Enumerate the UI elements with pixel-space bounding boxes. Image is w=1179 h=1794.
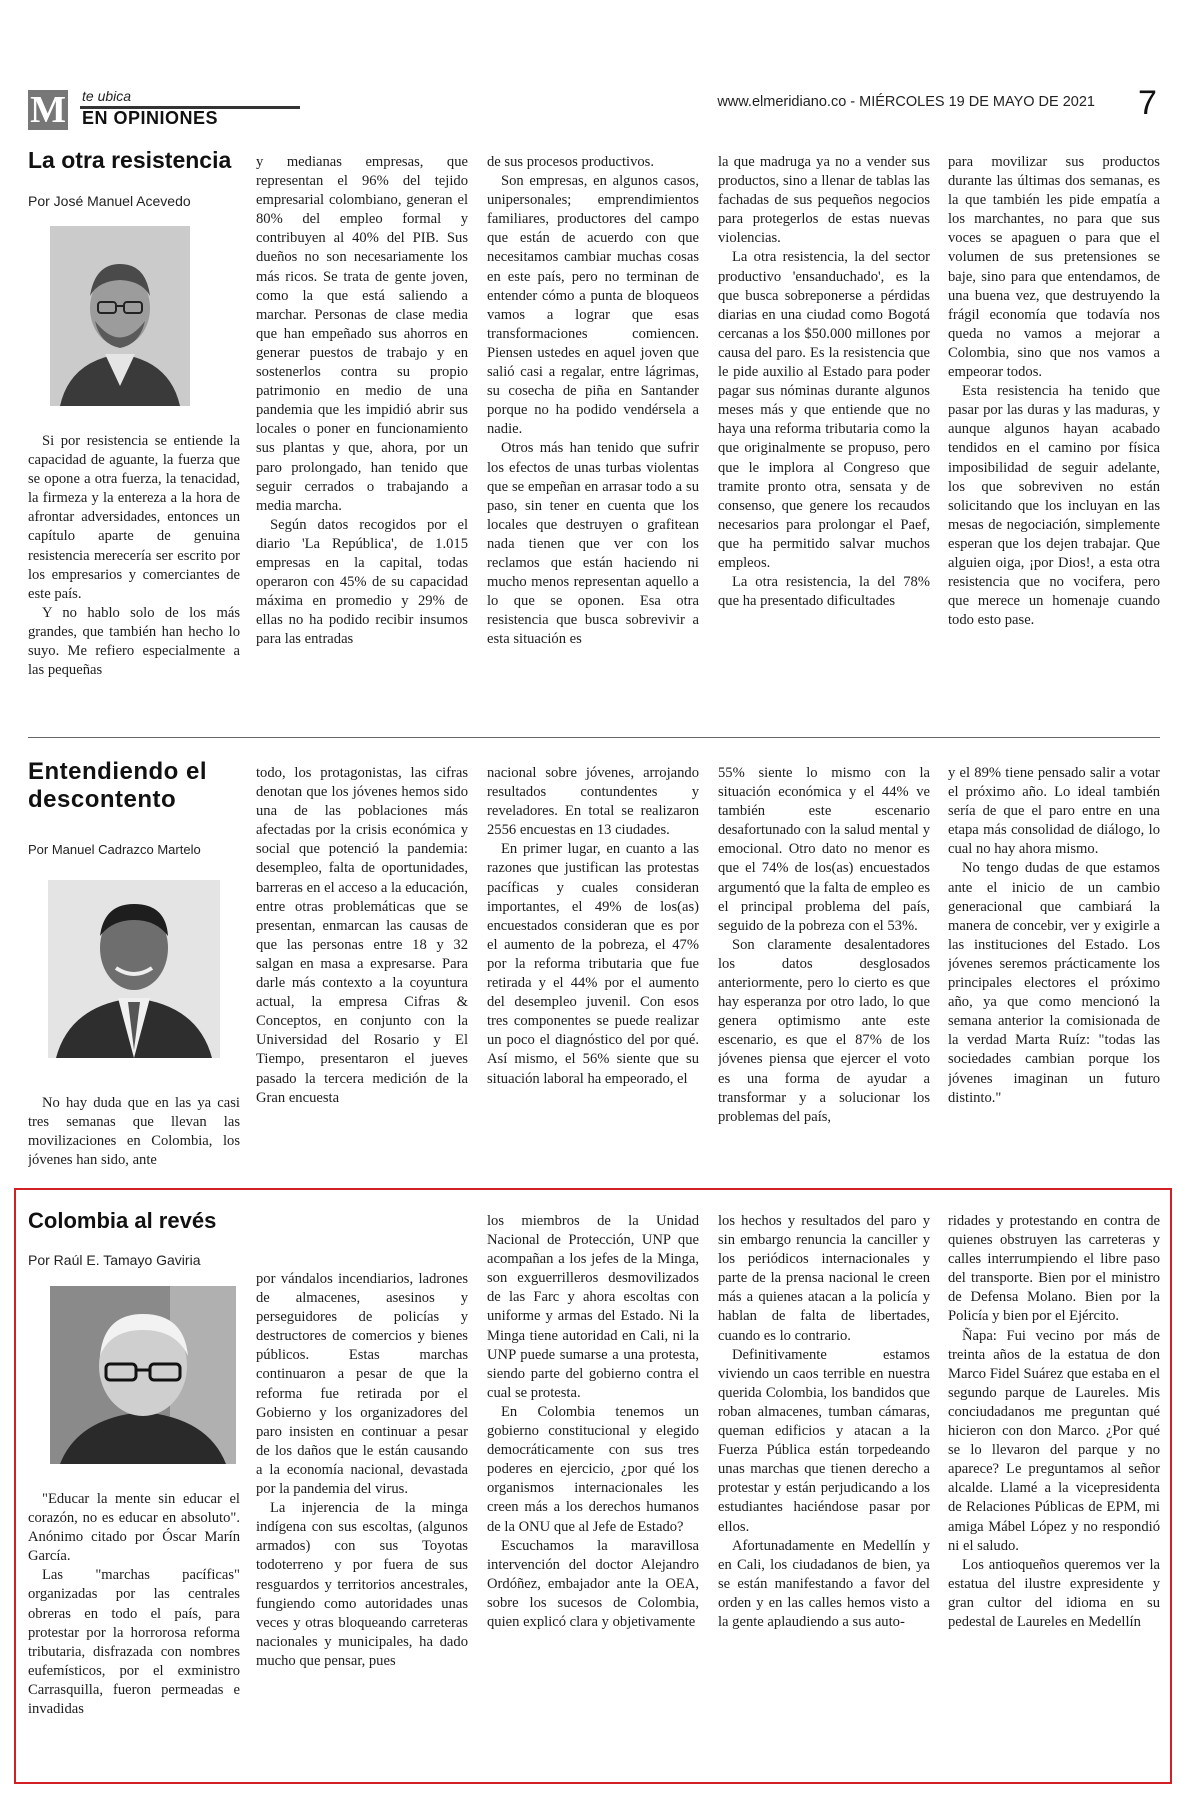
- article-column: todo, los protagonistas, las cifras denotan que los jóvenes hemos sido una de las poblaciones más afectadas por la crisis económica y social que potenció la pandemia: desempleo, falta de oportunidades, barreras en el acceso a la educación, entre otras problemáticas que se presentan, enmarcan las causas de que las personas entre 18 y 32 salgan en masa a expresarse. Para darle más contexto a la coyuntura actual, la empresa Cifras & Conceptos, en conjunto con la Universidad del Rosario y El Tiempo, presentaron el jueves pasado la tercera medición de la Gran encuesta: [256, 765, 468, 1106]
- article-column: ridades y protestando en contra de quienes obstruyen las carreteras y calles interrumpiendo el libre paso del transporte. Bien por el ministro de Defensa Molano. Bien por la Policía y bien por el Ejército. Ñapa: Fui vecino por más de treinta años de la estatua de don Marco Fidel Suárez que estaba en el segundo parque de Laureles. Mis conciudadanos me preguntan qué hicieron con don Marco. ¿Por qué se lo llevaron del parque y no aparece? Le preguntamos al señor alcalde. Llamé a la vicepresidenta de Relaciones Públicas de EPM, mi amiga Mábel López y no respondió ni el saludo. Los antioqueños queremos ver la estatua del ilustre expresidente y gran cultor del idioma en su pedestal de Laureles en Medellín: [948, 1213, 1160, 1630]
- article-column: de sus procesos productivos. Son empresas, en algunos casos, unipersonales; emprendimientos familiares, productores del campo que están de acuerdo con que necesitamos cambiar muchas cosas en este país, pero no terminan de entender cómo a punta de bloqueos vamos a lograr que esas transformaciones comiencen. Piensen ustedes en aquel joven que salió casi a regalar, entre lágrimas, su cosecha de piña en Santander porque no ha podido vendérsela a nadie. Otros más han tenido que sufrir los efectos de unas turbas violentas que se empeñan en arrasar todo a su paso, sin tener en cuenta que los locales que destruyen o grafitean nada tienen que ver con los reclamos que están haciendo ni mucho menos representan aquello a lo que se oponen. Esa otra resistencia que busca sobrevivir a esta situación es: [487, 154, 699, 648]
- article-column: los miembros de la Unidad Nacional de Protección, UNP que acompañan a los jefes de la Minga, son exguerrilleros desmovilizados de las Farc y ahora escoltas con uniforme y armas del Estado. Ni la Minga tiene autoridad en Cali, ni la UNP puede sumarse a una protesta, siendo parte del gobierno contra el cual se protesta. En Colombia tenemos un gobierno constitucional y elegido democráticamente con sus tres poderes en ejercicio, ¿por qué los organismos internacionales les creen más a los derechos humanos de la ONU que al Jefe de Estado? Escuchamos la maravillosa intervención del doctor Alejandro Ordóñez, embajador ante la OEA, sobre los sucesos de Colombia, quien explicó clara y objetivamente: [487, 1213, 699, 1630]
- article-column: "Educar la mente sin educar el corazón, no es educar en absoluto". Anónimo citado por Óscar Marín García. Las "marchas pacíficas" organizadas por las centrales obreras en todo el país, para protestar por la horrorosa reforma tributaria, disfrazada con nombres eufemísticos, por el exministro Carrasquilla, fueron permeadas e invadidas: [28, 1491, 240, 1718]
- article-byline: Por Raúl E. Tamayo Gaviria: [28, 1252, 201, 1268]
- portrait-icon: [48, 880, 220, 1058]
- author-photo: [50, 226, 190, 406]
- section-name: EN OPINIONES: [82, 108, 219, 128]
- article-column: No hay duda que en las ya casi tres semanas que llevan las movilizaciones en Colombia, los jóvenes han sido, ante: [28, 1095, 240, 1169]
- article-title: Entendiendo el descontento: [28, 758, 208, 813]
- article-title: La otra resistencia: [28, 147, 232, 173]
- author-photo: [48, 880, 220, 1058]
- article-title: Colombia al revés: [28, 1208, 217, 1233]
- author-photo: [50, 1286, 236, 1464]
- section-divider: [28, 737, 1160, 738]
- article-column: nacional sobre jóvenes, arrojando resultados contundentes y reveladores. En total se realizaron 2556 encuestas en 13 ciudades. En primer lugar, en cuanto a las razones que justifican las protestas pacíficas y cuales consideran importantes, el 49% de los(as) encuestados consideran que es por el aumento de la pobreza, el 47% por la reforma tributaria que fue retirada y el 44% por el aumento del desempleo juvenil. Con esos tres componentes se puede realizar un poco el diagnóstico del por qué. Así mismo, el 56% siente que su situación laboral ha empeorado, el: [487, 765, 699, 1087]
- article-column: para movilizar sus productos durante las últimas dos semanas, es la que también les pide empatía a los marchantes, no para que sus voces se apaguen o para que el volumen de sus pretensiones se baje, sino para que entendamos, de una buena vez, que destruyendo la frágil economía que todavía nos queda no vamos a mejorar a Colombia, sino que nos vamos a empeorar todos. Esta resistencia ha tenido que pasar por las duras y las maduras, y aunque algunos hayan acabado tendidos en el camino por física imposibilidad de seguir adelante, los que sobreviven no están solicitando que los incluyan en las mesas de negociación, simplemente esperan que los dejen trabajar. Que alguien oiga, ¡por Dios!, a esta otra resistencia que no vocifera, pero que merece un homenaje cuando todo esto pase.: [948, 154, 1160, 629]
- newspaper-logo: M: [28, 90, 68, 130]
- article-column: los hechos y resultados del paro y sin embargo renuncia la canciller y los periódicos internacionales y parte de la prensa nacional le creen más a quienes atacan a la policía y hablan de falta de libertades, cuando es lo contrario. Definitivamente estamos viviendo un caos terrible en nuestra querida Colombia, los bandidos que roban almacenes, tumban cámaras, queman edificios y atacan a la Fuerza Pública están torpedeando unas marchas que tienen derecho a protestar y están perjudicando a los estudiantes haciéndose pasar por ellos. Afortunadamente en Medellín y en Cali, los ciudadanos de bien, ya se están manifestando a favor del orden y en las calles hemos visto a la gente aplaudiendo a sus auto-: [718, 1213, 930, 1630]
- portrait-icon: [50, 1286, 236, 1464]
- site-and-date: www.elmeridiano.co - MIÉRCOLES 19 DE MAYO DE 2021: [717, 94, 1095, 110]
- article-column: 55% siente lo mismo con la situación económica y el 44% ve también este escenario desafortunado con la salud mental y emocional. Otro dato no menor es que el 74% de los(as) encuestados argumentó que la falta de empleo es el principal problema del país, seguido de la pobreza con el 53%. Son claramente desalentadores los datos desglosados anteriormente, pero lo cierto es que hay esperanza por otro lado, lo que genera optimismo ante este escenario, es que el 87% de los jóvenes piensa que ejercer el voto es una forma de ayudar a transformar y a solucionar los problemas del país,: [718, 765, 930, 1125]
- brand-tagline: te ubica: [82, 88, 132, 104]
- portrait-icon: [50, 226, 190, 406]
- page-number: 7: [1138, 84, 1157, 122]
- article-column: por vándalos incendiarios, ladrones de almacenes, asesinos y perseguidores de policías y destructores de comercios y bienes públicos. Estas marchas continuaron a pesar de que la reforma fue retirada por el Gobierno y los organizadores del paro insisten en continuar a pesar de los daños que le están causando a la economía nacional, devastada por la pandemia del virus. La injerencia de la minga indígena con sus escoltas, (algunos armados) con sus Toyotas todoterreno y por fuera de sus resguardos y territorios ancestrales, fungiendo como autoridades unas veces y otras bloqueando carreteras nacionales y municipales, ha dado mucho que pensar, pues: [256, 1271, 468, 1669]
- article-column: y el 89% tiene pensado salir a votar el próximo año. Lo ideal también sería de que el paro entre en una etapa más consolidad de diálogo, lo cual no hay ahora mismo. No tengo dudas de que estamos ante el inicio de un cambio generacional que cambiará la manera de concebir, ver y exigirle a las instituciones del Estado. Los jóvenes seremos prácticamente los principales electores el próximo año, ya que como mencionó la semana anterior la comisionada de la verdad Marta Ruíz: "todas las sociedades cambian porque los jóvenes imaginan un futuro distinto.": [948, 765, 1160, 1106]
- article-byline: Por José Manuel Acevedo: [28, 193, 191, 209]
- article-byline: Por Manuel Cadrazco Martelo: [28, 842, 201, 857]
- article-column: la que madruga ya no a vender sus productos, sino a llenar de tablas las fachadas de sus pequeños negocios para protegerlos de estas nuevas violencias. La otra resistencia, la del sector productivo 'ensanduchado', es la que busca sobreponerse a pérdidas diarias en una ciudad como Bogotá cercanas a los $50.000 millones por causa del paro. Es la resistencia que le pide auxilio al Estado para poder pagar sus nóminas durante algunos meses más y que entiende que no haya una reforma tributaria como la que originalmente se propuso, pero que le implora al Congreso que tramite pronto otra, sensata y de consenso, que genere los recaudos necesarios para prolongar el Paef, que ha permitido salvar muchos empleos. La otra resistencia, la del 78% que ha presentado dificultades: [718, 154, 930, 610]
- article-column: y medianas empresas, que representan el 96% del tejido empresarial colombiano, generan el 80% del empleo formal y contribuyen al 40% del PIB. Sus dueños no son necesariamente los más ricos. Se trata de gente joven, como la que está saliendo a marchar. Personas de clase media que han empeñado sus ahorros en generar puestos de trabajo y en sostenerlos contra su propio patrimonio en medio de una pandemia que les impidió abrir sus locales o poner en funcionamiento sus plantas y que, ahora, por un paro prolongado, han tenido que seguir cerrados o trabajando a media marcha. Según datos recogidos por el diario 'La República', de 1.015 empresas en la capital, todas operaron con 45% de su capacidad máxima en promedio y 29% de ellas no ha podido recibir insumos para las entradas: [256, 154, 468, 648]
- article-column: Si por resistencia se entiende la capacidad de aguante, la fuerza que se opone a otra fuerza, la tenacidad, la firmeza y la entereza a la hora de afrontar adversidades, entonces un capítulo aparte de genuina resistencia merecería ser escrito por los empresarios y comerciantes de este país. Y no hablo solo de los más grandes, que también han hecho lo suyo. Me refiero especialmente a las pequeñas: [28, 433, 240, 679]
